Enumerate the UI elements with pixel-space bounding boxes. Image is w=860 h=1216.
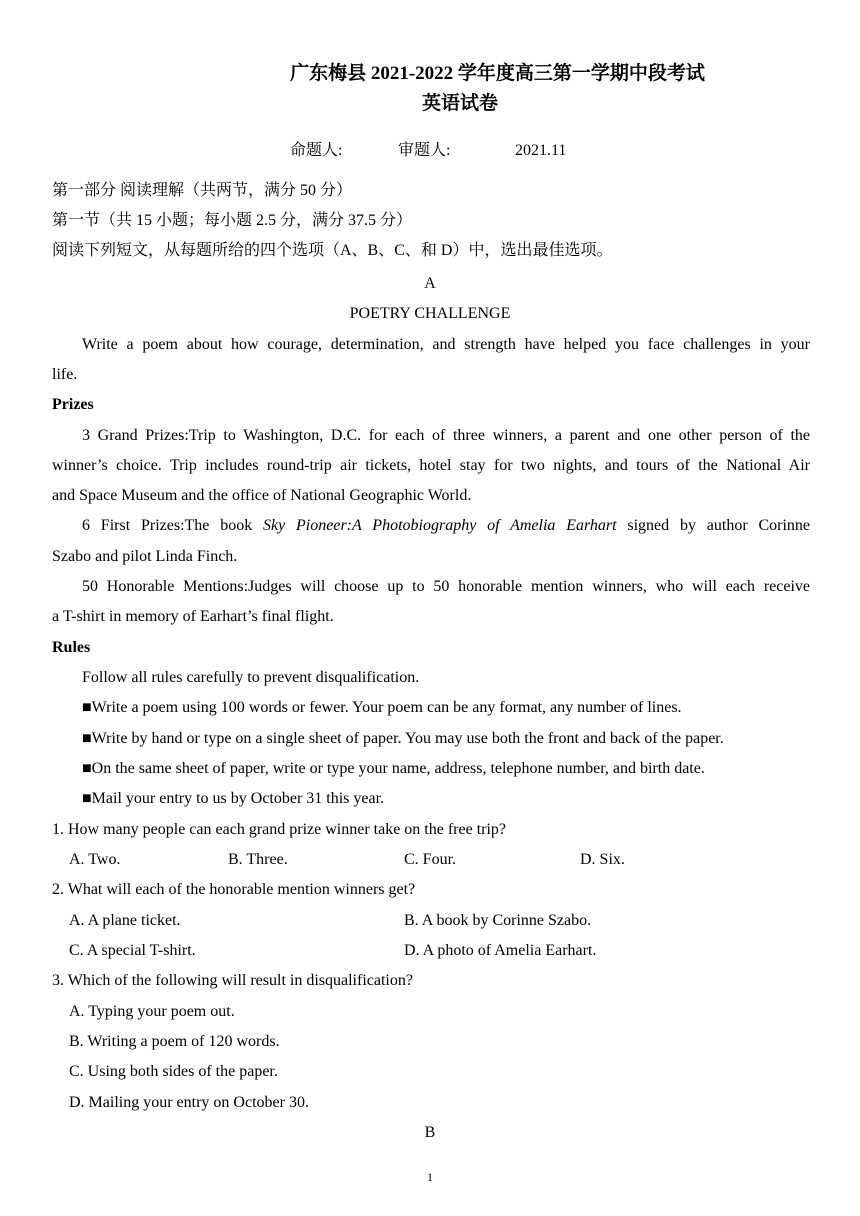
proposer-label: 命题人:	[290, 142, 343, 159]
question-2: 2. What will each of the honorable mention winners get?	[52, 881, 416, 898]
honorable-line: 50 Honorable Mentions:Judges will choose up to 50 honorable mention winners, who will each receive	[82, 578, 810, 595]
q1-option-d: D. Six.	[580, 851, 625, 868]
passage-a-title: POETRY CHALLENGE	[349, 305, 511, 322]
q3-option-c: C. Using both sides of the paper.	[69, 1063, 278, 1080]
section-heading: 第一节（共 15 小题；每小题 2.5 分，满分 37.5 分）	[52, 212, 413, 229]
q2-option-d: D. A photo of Amelia Earhart.	[404, 942, 597, 959]
q2-option-c: C. A special T-shirt.	[69, 942, 196, 959]
passage-a-label: A	[424, 275, 436, 292]
exam-date: 2021.11	[515, 142, 567, 159]
first-prize-line: Szabo and pilot Linda Finch.	[52, 548, 238, 565]
exam-title: 广东梅县 2021-2022 学年度高三第一学期中段考试	[290, 63, 705, 84]
q3-option-b: B. Writing a poem of 120 words.	[69, 1033, 280, 1050]
rule-item: ■On the same sheet of paper, write or type your name, address, telephone number, and birth date.	[82, 760, 705, 777]
grand-prize-line: winner’s choice. Trip includes round-trip air tickets, hotel stay for two nights, and tours of the National Air	[52, 457, 810, 474]
grand-prize-line: 3 Grand Prizes:Trip to Washington, D.C. for each of three winners, a parent and one other person of the	[82, 427, 810, 444]
question-3: 3. Which of the following will result in disqualification?	[52, 972, 413, 989]
part-heading: 第一部分 阅读理解（共两节，满分 50 分）	[52, 182, 353, 199]
prizes-heading: Prizes	[52, 396, 94, 413]
intro-line: Write a poem about how courage, determination, and strength have helped you face challenges in your	[82, 336, 810, 353]
rule-item: ■Write by hand or type on a single sheet of paper. You may use both the front and back of the paper.	[82, 730, 724, 747]
q2-option-a: A. A plane ticket.	[69, 912, 181, 929]
page-number: 1	[427, 1170, 433, 1184]
q1-option-b: B. Three.	[228, 851, 288, 868]
rules-heading: Rules	[52, 639, 91, 656]
byline	[290, 136, 690, 166]
q1-option-c: C. Four.	[404, 851, 457, 868]
honorable-line: a T-shirt in memory of Earhart’s final flight.	[52, 608, 334, 625]
grand-prize-line: and Space Museum and the office of National Geographic World.	[52, 487, 472, 504]
q1-option-a: A. Two.	[69, 851, 121, 868]
first-prize-text: 6 First Prizes:The book	[82, 517, 264, 534]
intro-line: life.	[52, 366, 78, 383]
reviewer-label: 审题人:	[398, 142, 451, 159]
passage-b-label: B	[424, 1124, 436, 1141]
rule-item: ■Mail your entry to us by October 31 this year.	[82, 790, 385, 807]
q2-option-b: B. A book by Corinne Szabo.	[404, 912, 592, 929]
rules-intro: Follow all rules carefully to prevent disqualification.	[82, 669, 420, 686]
rule-item: ■Write a poem using 100 words or fewer. Your poem can be any format, any number of lines.	[82, 699, 682, 716]
first-prize-text: signed by author Corinne	[616, 517, 811, 534]
q3-option-a: A. Typing your poem out.	[69, 1003, 235, 1020]
q3-option-d: D. Mailing your entry on October 30.	[69, 1094, 309, 1111]
first-prize-line	[52, 511, 810, 541]
question-1: 1. How many people can each grand prize winner take on the free trip?	[52, 821, 507, 838]
exam-subtitle: 英语试卷	[421, 93, 498, 114]
directions: 阅读下列短文，从每题所给的四个选项（A、B、C、和 D）中，选出最佳选项。	[52, 242, 613, 259]
book-title: Sky Pioneer:A Photobiography of Amelia Earhart	[263, 517, 617, 534]
